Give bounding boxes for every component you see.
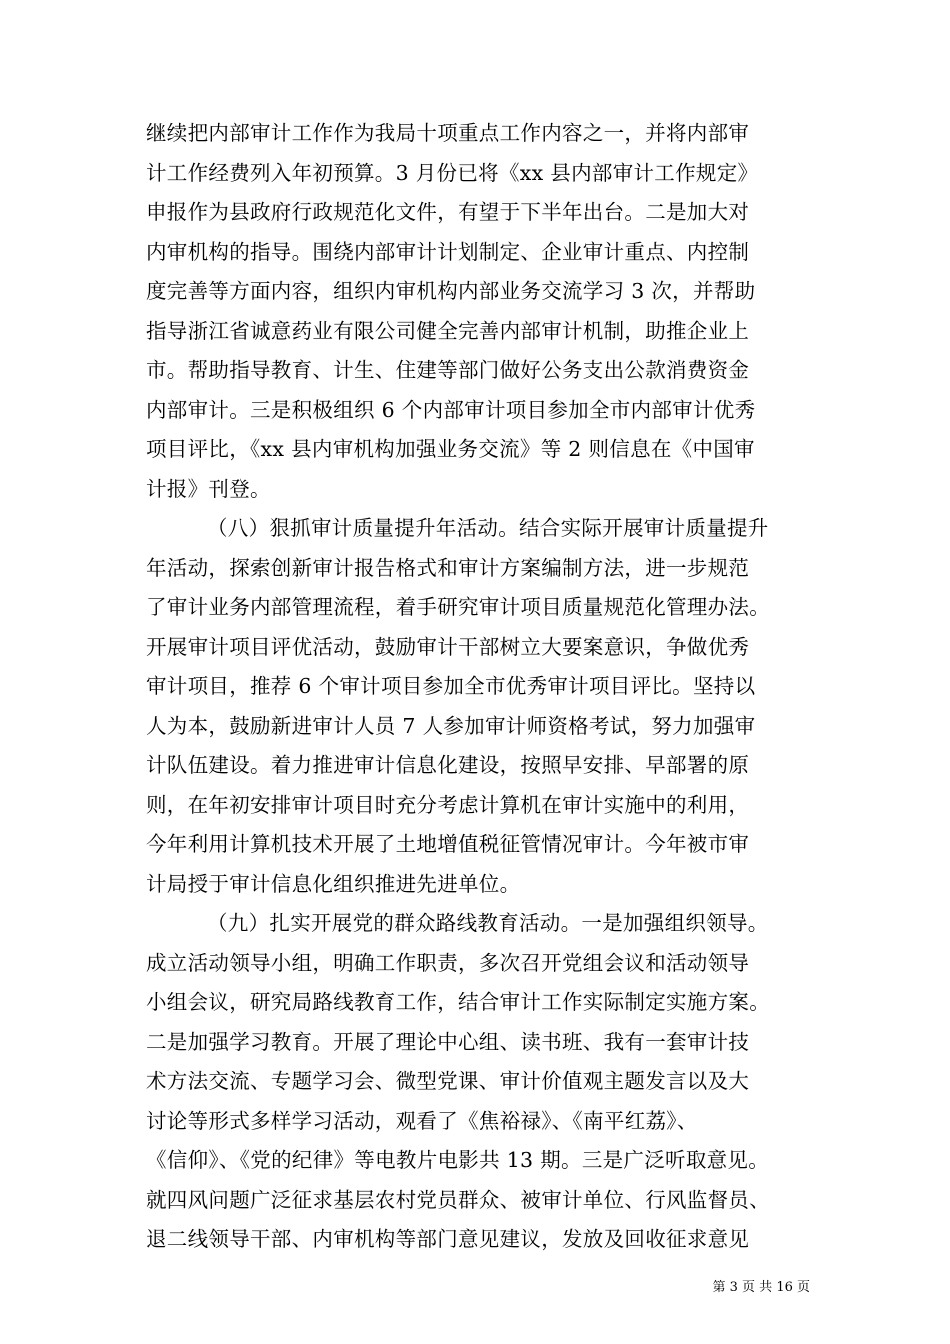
text-line: 市。帮助指导教育、计生、住建等部门做好公务支出公款消费资金 (146, 358, 750, 382)
text-line: 指导浙江省诚意药业有限公司健全完善内部审计机制，助推企业上 (146, 318, 750, 343)
text-line: 人为本，鼓励新进审计人员 7 人参加审计师资格考试，努力加强审 (146, 713, 756, 738)
text-line: 讨论等形式多样学习活动，观看了《焦裕禄》、《南平红荔》、 (146, 1108, 698, 1133)
text-line: 申报作为县政府行政规范化文件，有望于下半年出台。二是加大对 (146, 200, 750, 224)
text-line: 则，在年初安排审计项目时充分考虑计算机在审计实施中的利用， (146, 792, 750, 817)
text-line: 内审机构的指导。围绕内部审计计划制定、企业审计重点、内控制 (146, 239, 750, 264)
text-line: 计工作经费列入年初预算。3 月份已将《xx 县内部审计工作规定》 (146, 160, 759, 185)
text-line: 成立活动领导小组，明确工作职责，多次召开党组会议和活动领导 (146, 950, 750, 975)
text-line: 计队伍建设。着力推进审计信息化建设，按照早安排、早部署的原 (146, 753, 750, 777)
text-line: 退二线领导干部、内审机构等部门意见建议，发放及回收征求意见 (146, 1227, 750, 1251)
text-line: 度完善等方面内容，组织内审机构内部业务交流学习 3 次，并帮助 (146, 279, 756, 303)
text-line: 了审计业务内部管理流程，着手研究审计项目质量规范化管理办法。 (146, 595, 770, 619)
text-line: 就四风问题广泛征求基层农村党员群众、被审计单位、行风监督员、 (146, 1187, 770, 1212)
text-line: 术方法交流、专题学习会、微型党课、审计价值观主题发言以及大 (146, 1069, 750, 1093)
text-line: 项目评比，《xx 县内审机构加强业务交流》等 2 则信息在《中国审 (146, 437, 755, 461)
page-number: 第 3 页 共 16 页 (712, 1280, 810, 1295)
text-line: 计报》刊登。 (146, 476, 271, 501)
paragraph-eight-start: （八）狠抓审计质量提升年活动。结合实际开展审计质量提升 (207, 516, 769, 540)
paragraph-nine-start: （九）扎实开展党的群众路线教育活动。一是加强组织领导。 (207, 911, 769, 935)
text-line: 小组会议，研究局路线教育工作，结合审计工作实际制定实施方案。 (146, 990, 770, 1014)
text-line: 二是加强学习教育。开展了理论中心组、读书班、我有一套审计技 (146, 1029, 750, 1054)
text-line: 今年利用计算机技术开展了土地增值税征管情况审计。今年被市审 (146, 832, 750, 856)
text-line: 内部审计。三是积极组织 6 个内部审计项目参加全市内部审计优秀 (146, 397, 756, 422)
text-line: 开展审计项目评优活动，鼓励审计干部树立大要案意识，争做优秀 (146, 634, 750, 659)
body-text (146, 114, 816, 1260)
text-line: 计局授于审计信息化组织推进先进单位。 (146, 871, 521, 896)
text-line: 年活动，探索创新审计报告格式和审计方案编制方法，进一步规范 (146, 555, 750, 580)
text-line: 《信仰》、《党的纪律》等电教片电影共 13 期。三是广泛听取意见。 (146, 1148, 770, 1172)
text-line: 审计项目，推荐 6 个审计项目参加全市优秀审计项目评比。坚持以 (146, 674, 756, 698)
text-line: 继续把内部审计工作作为我局十项重点工作内容之一，并将内部审 (146, 121, 750, 145)
